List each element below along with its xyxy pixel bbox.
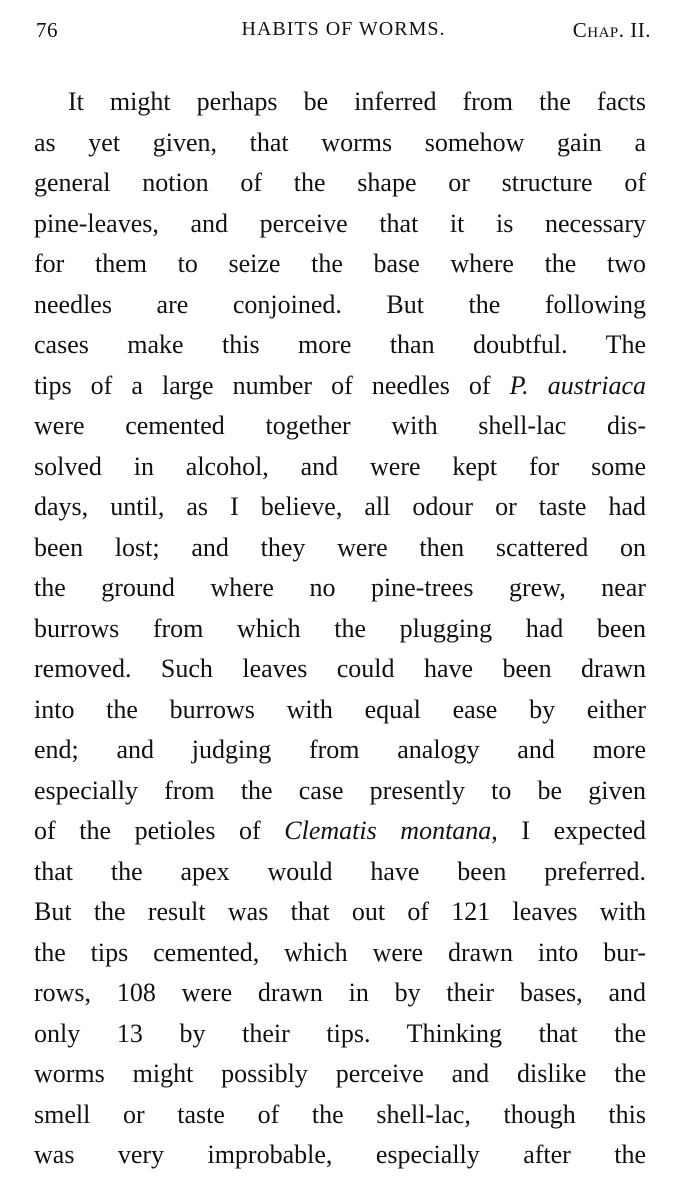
text-segment: solved in alcohol, and were kept for some <box>34 451 646 481</box>
text-segment: general notion of the shape or structure of <box>34 168 646 197</box>
text-segment: needles are conjoined. But the following <box>34 289 646 319</box>
text-line <box>34 487 646 528</box>
text-line <box>34 123 646 164</box>
text-line <box>34 82 646 123</box>
text-segment: that the apex would have been preferred. <box>34 856 646 886</box>
text-segment: been lost; and they were then scattered on <box>34 532 646 562</box>
text-line <box>34 285 646 326</box>
text-segment: of the petioles of <box>34 816 285 845</box>
text-segment: into the burrows with equal ease by either <box>34 694 646 724</box>
text-segment: removed. Such leaves could have been drawn <box>34 654 646 683</box>
text-segment: But the result was that out of 121 leaves with <box>34 897 646 926</box>
text-segment: only 13 by their tips. Thinking that the <box>34 1018 646 1048</box>
text-line <box>34 892 646 933</box>
text-line <box>34 1054 646 1095</box>
text-segment: especially from the case presently to be given <box>34 775 646 805</box>
text-segment: end; and judging from analogy and more <box>34 735 646 764</box>
text-line <box>34 973 646 1014</box>
chapter-label: Chap. II. <box>572 18 651 42</box>
text-line <box>34 447 646 488</box>
running-head <box>36 18 651 48</box>
text-line <box>34 163 646 204</box>
text-segment: tips of a large number of needles of <box>34 370 510 400</box>
text-segment: rows, 108 were drawn in by their bases, and <box>34 978 646 1007</box>
text-line <box>34 933 646 974</box>
text-line <box>34 244 646 285</box>
text-line <box>34 406 646 447</box>
text-segment: were cemented together with shell-lac dis- <box>34 411 646 440</box>
text-segment: , I expected <box>491 816 646 845</box>
text-line <box>34 1135 646 1176</box>
text-line <box>34 811 646 852</box>
page-number: 76 <box>36 18 58 42</box>
text-line <box>34 568 646 609</box>
italic-text: Clematis montana <box>284 816 492 845</box>
text-line <box>34 730 646 771</box>
text-segment: smell or taste of the shell-lac, though this <box>34 1099 646 1129</box>
text-line <box>34 649 646 690</box>
text-segment: was very improbable, especially after the <box>34 1140 646 1169</box>
text-segment: It might perhaps be inferred from the facts <box>68 87 646 116</box>
text-segment: cases make this more than doubtful. The <box>34 330 646 359</box>
text-line <box>34 690 646 731</box>
text-segment: burrows from which the plugging had been <box>34 613 646 643</box>
text-line <box>34 609 646 650</box>
text-line <box>34 528 646 569</box>
text-segment: the ground where no pine-trees grew, near <box>34 573 646 602</box>
text-segment: worms might possibly perceive and dislike the <box>34 1059 646 1088</box>
text-segment: as yet given, that worms somehow gain a <box>34 127 646 157</box>
paragraph <box>34 82 646 1176</box>
text-line <box>34 204 646 245</box>
text-line <box>34 366 646 407</box>
text-segment: pine-leaves, and perceive that it is necessary <box>34 208 646 238</box>
running-title: HABITS OF WORMS. <box>241 18 446 40</box>
text-segment: for them to seize the base where the two <box>34 249 646 278</box>
text-segment: days, until, as I believe, all odour or taste had <box>34 492 646 521</box>
text-segment: the tips cemented, which were drawn into bur- <box>34 937 646 967</box>
text-line <box>34 771 646 812</box>
italic-text: P. austriaca <box>509 370 646 400</box>
text-line <box>34 1095 646 1136</box>
text-line <box>34 852 646 893</box>
text-line <box>34 1014 646 1055</box>
text-line <box>34 325 646 366</box>
